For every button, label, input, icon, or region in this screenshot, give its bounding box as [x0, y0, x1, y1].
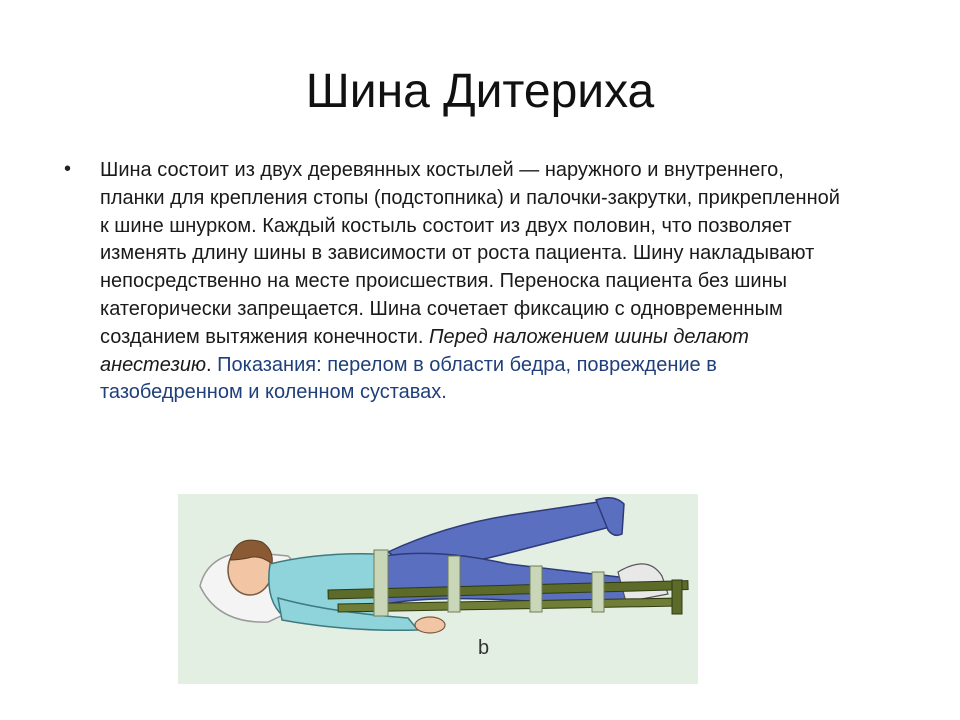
figure-label: b: [478, 637, 490, 659]
foot-plate: [672, 580, 682, 614]
strap-1: [374, 550, 388, 616]
strap-3: [530, 566, 542, 612]
dieterichs-splint-illustration: [178, 494, 698, 684]
paragraph-italic-note: Перед наложением шины делают анестезию: [100, 325, 749, 376]
strap-2: [448, 556, 460, 612]
paragraph-main-text: Шина состоит из двух деревянных костылей — наружного и внутреннего, планки для крепления стопы (подстопника) и палочки-закрутки, прикрепленной к шине шнурком. Каждый костыль состоит из двух половин, что позволяет изменять длину шины в зависимости от роста пациента. Шину накладывают непосредственно на месте происшествия. Переноска пациента без шины категорически запрещается. Шина сочетает фиксацию с одновременным созданием вытяжения конечности.: [100, 159, 840, 348]
strap-4: [592, 572, 604, 612]
indications-label: Показания: [217, 353, 317, 376]
paragraph-separator: .: [206, 353, 218, 376]
hand-shape: [415, 617, 445, 633]
slide-title: Шина Дитериха: [305, 65, 655, 118]
bullet-icon: •: [64, 158, 72, 180]
bullet-paragraph: [100, 157, 840, 407]
illustration-svg: [178, 494, 698, 684]
indications-text: : перелом в области бедра, повреждение в тазобедренном и коленном суставах.: [100, 353, 717, 404]
